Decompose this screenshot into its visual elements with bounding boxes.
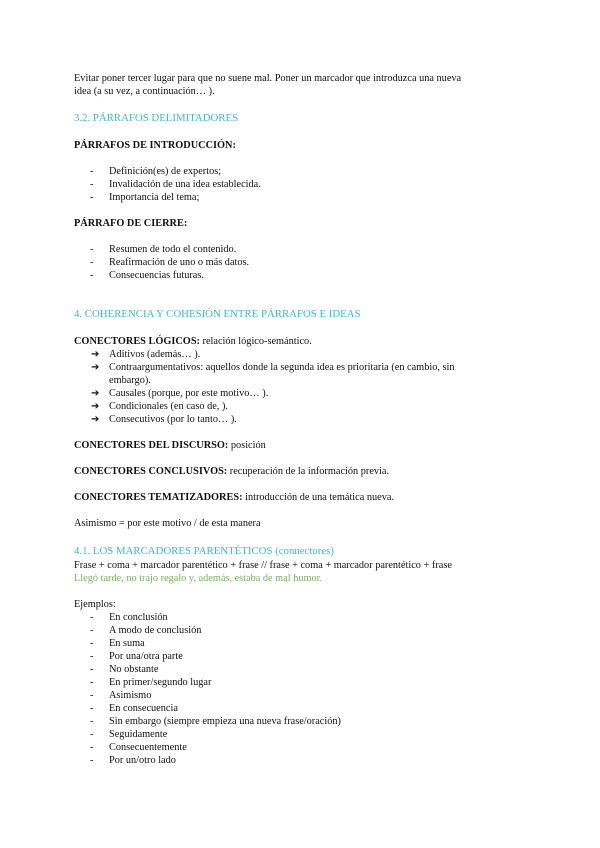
list-item: - Importancia del tema; bbox=[90, 192, 200, 203]
arrow-bullet-icon: ➔ bbox=[91, 414, 100, 425]
dash-bullet: - bbox=[90, 703, 94, 714]
asimismo-note: Asimismo = por este motivo / de esta manera bbox=[74, 518, 261, 529]
list-item: - Consecuentemente bbox=[90, 742, 187, 753]
dash-bullet: - bbox=[90, 690, 94, 701]
list-item: - En consecuencia bbox=[90, 703, 178, 714]
list-item: ➔ Aditivos (además… ). bbox=[91, 349, 201, 360]
example-sentence: Llegó tarde, no trajo regalo y, además, estaba de mal humor. bbox=[74, 573, 323, 584]
thematizing-connectors-text: introducción de una temática nueva. bbox=[242, 492, 395, 503]
dash-bullet: - bbox=[90, 257, 94, 268]
section-4-1-heading: 4.1. LOS MARCADORES PARENTÉTICOS (connectores) bbox=[74, 545, 334, 557]
dash-bullet: - bbox=[90, 244, 94, 255]
parenthetical-formula: Frase + coma + marcador parentético + frase // frase + coma + marcador parentético + frase bbox=[74, 560, 452, 571]
dash-bullet: - bbox=[90, 651, 94, 662]
arrow-bullet-icon: ➔ bbox=[91, 388, 100, 399]
list-item: - Por un/otro lado bbox=[90, 755, 176, 766]
list-item: - En conclusión bbox=[90, 612, 168, 623]
list-item: - Invalidación de una idea establecida. bbox=[90, 179, 261, 190]
intro-paragraph bbox=[74, 72, 528, 98]
intro-line-2: idea (a su vez, a continuación… ). bbox=[74, 86, 215, 97]
examples-list bbox=[74, 611, 528, 767]
section-4-heading: 4. COHERENCIA Y COHESIÓN ENTRE PÁRRAFOS E IDEAS bbox=[74, 308, 361, 320]
arrow-bullet-icon: ➔ bbox=[91, 362, 100, 373]
discourse-connectors-line bbox=[74, 439, 528, 452]
dash-bullet: - bbox=[90, 664, 94, 675]
intro-line-1: Evitar poner tercer lugar para que no suene mal. Poner un marcador que introduzca una nueva bbox=[74, 73, 462, 84]
list-item: - Sin embargo (siempre empieza una nueva frase/oración) bbox=[90, 716, 341, 727]
dash-bullet: - bbox=[90, 270, 94, 281]
dash-bullet: - bbox=[90, 179, 94, 190]
logical-connectors-line bbox=[74, 335, 528, 348]
dash-bullet: - bbox=[90, 192, 94, 203]
dash-bullet: - bbox=[90, 166, 94, 177]
dash-bullet: - bbox=[90, 612, 94, 623]
closing-paragraph-heading: PÁRRAFO DE CIERRE: bbox=[74, 218, 188, 229]
list-item: - Resumen de todo el contenido. bbox=[90, 244, 237, 255]
conclusive-connectors-text: recuperación de la información previa. bbox=[227, 466, 390, 477]
examples-heading: Ejemplos: bbox=[74, 599, 116, 610]
list-item: - Por una/otra parte bbox=[90, 651, 183, 662]
dash-bullet: - bbox=[90, 625, 94, 636]
list-item: - No obstante bbox=[90, 664, 159, 675]
logical-connectors-text: relación lógico-semántico. bbox=[199, 336, 312, 347]
list-item: ➔ Causales (porque, por este motivo… ). bbox=[91, 388, 269, 399]
dash-bullet: - bbox=[90, 677, 94, 688]
list-item: - Seguidamente bbox=[90, 729, 168, 740]
list-item: - En primer/segundo lugar bbox=[90, 677, 212, 688]
list-item: ➔ Consecutivos (por lo tanto… ). bbox=[91, 414, 237, 425]
list-item: ➔ Contraargumentativos: aquellos donde la segunda idea es prioritaria (en cambio, sin bbox=[91, 362, 455, 373]
list-item: - Definición(es) de expertos; bbox=[90, 166, 222, 177]
discourse-connectors-label: CONECTORES DEL DISCURSO: bbox=[74, 440, 229, 451]
list-item: - Reafirmación de uno o más datos. bbox=[90, 257, 250, 268]
dash-bullet: - bbox=[90, 638, 94, 649]
thematizing-connectors-label: CONECTORES TEMATIZADORES: bbox=[74, 492, 243, 503]
closing-paragraph-list bbox=[74, 243, 528, 282]
list-item-continuation: embargo). bbox=[109, 375, 151, 386]
dash-bullet: - bbox=[90, 729, 94, 740]
list-item: - A modo de conclusión bbox=[90, 625, 202, 636]
dash-bullet: - bbox=[90, 755, 94, 766]
list-item: - En suma bbox=[90, 638, 145, 649]
intro-paragraphs-list bbox=[74, 165, 528, 204]
list-item: ➔ Condicionales (en caso de, ). bbox=[91, 401, 228, 412]
logical-connectors-label: CONECTORES LÓGICOS: bbox=[74, 336, 200, 347]
list-item: - Consecuencias futuras. bbox=[90, 270, 204, 281]
arrow-bullet-icon: ➔ bbox=[91, 401, 100, 412]
dash-bullet: - bbox=[90, 742, 94, 753]
section-3-2-heading: 3.2. PÁRRAFOS DELIMITADORES bbox=[74, 112, 239, 124]
thematizing-connectors-line bbox=[74, 491, 528, 504]
intro-paragraphs-heading: PÁRRAFOS DE INTRODUCCIÓN: bbox=[74, 140, 236, 151]
conclusive-connectors-line bbox=[74, 465, 528, 478]
dash-bullet: - bbox=[90, 716, 94, 727]
logical-connectors-list bbox=[74, 348, 528, 426]
discourse-connectors-text: posición bbox=[228, 440, 266, 451]
list-item: - Asimismo bbox=[90, 690, 152, 701]
conclusive-connectors-label: CONECTORES CONCLUSIVOS: bbox=[74, 466, 228, 477]
arrow-bullet-icon: ➔ bbox=[91, 349, 100, 360]
